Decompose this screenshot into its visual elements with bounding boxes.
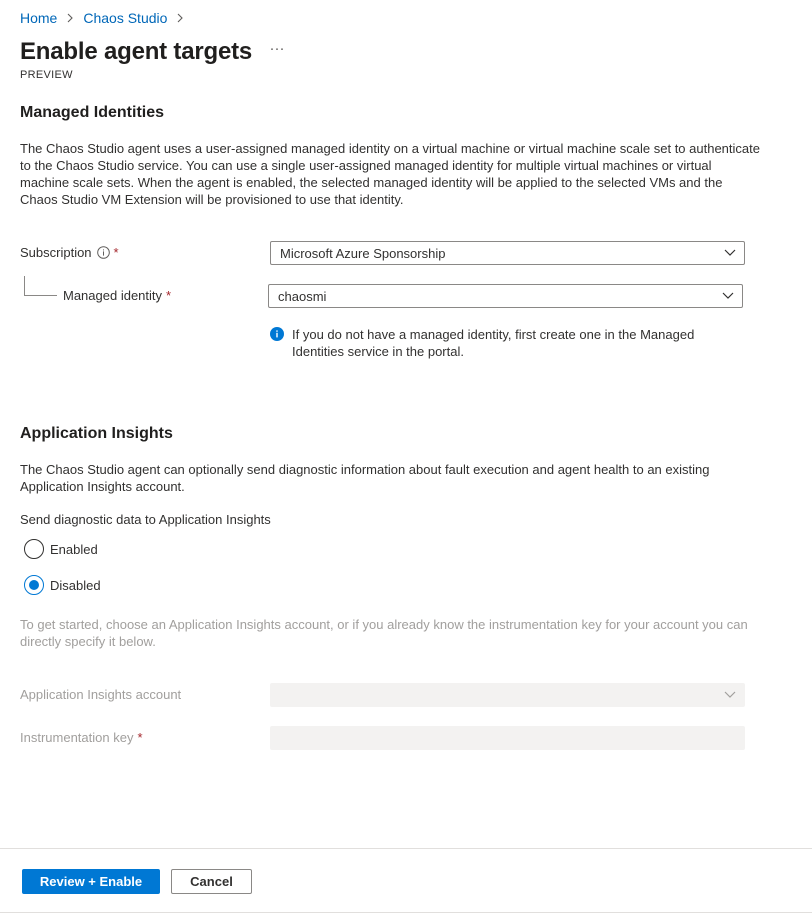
subscription-dropdown[interactable]: [270, 241, 745, 265]
managed-identity-dropdown-value: chaosmi: [278, 288, 327, 304]
required-asterisk: *: [166, 288, 172, 303]
review-enable-button[interactable]: Review + Enable: [22, 869, 160, 894]
page-title: Enable agent targets: [20, 38, 253, 65]
breadcrumb: [20, 10, 193, 26]
radio-disabled[interactable]: [24, 575, 101, 595]
send-diagnostic-label: Send diagnostic data to Application Insights: [20, 512, 271, 527]
chevron-right-icon: [175, 11, 185, 25]
preview-badge: PREVIEW: [20, 69, 73, 81]
info-filled-icon: [270, 327, 284, 341]
instrumentation-key-label-text: Instrumentation key: [20, 730, 134, 745]
application-insights-account-dropdown[interactable]: [270, 683, 745, 707]
managed-identity-dropdown[interactable]: [268, 284, 743, 308]
required-asterisk: *: [137, 730, 143, 745]
chevron-right-icon: [65, 11, 75, 25]
managed-identity-label: [63, 288, 171, 303]
managed-identities-heading: Managed Identities: [20, 104, 165, 121]
cancel-button[interactable]: Cancel: [171, 869, 252, 894]
chevron-down-icon: [721, 290, 735, 302]
application-insights-description: The Chaos Studio agent can optionally send diagnostic information about fault execution and agent health to an existing Application Insights account.: [20, 462, 710, 494]
bottom-divider: [0, 912, 812, 913]
subscription-label: [20, 245, 119, 260]
application-insights-account-label-text: Application Insights account: [20, 687, 182, 702]
breadcrumb-home-link[interactable]: Home: [20, 10, 58, 26]
application-insights-helper-text: To get started, choose an Application Insights account, or if you already know the instrumentation key for your account you can directly specify it below.: [20, 617, 748, 649]
managed-identity-label-text: Managed identity: [63, 288, 163, 303]
chevron-down-icon: [723, 689, 737, 701]
required-asterisk: *: [113, 245, 119, 260]
chevron-down-icon: [723, 247, 737, 259]
more-options-button[interactable]: ···: [269, 40, 285, 57]
application-insights-heading: Application Insights: [20, 425, 173, 442]
managed-identities-description: The Chaos Studio agent uses a user-assigned managed identity on a virtual machine or virtual machine scale set to authenticate to the Chaos Studio service. You can use a single user-assigned managed identity for multiple virtual machines or virtual machine scale sets. When the agent is enabled, the selected managed identity will be applied to the selected VMs and the Chaos Studio VM Extension will be provisioned to use that identity.: [20, 141, 760, 207]
info-icon[interactable]: [97, 246, 110, 259]
radio-circle-selected[interactable]: [24, 575, 44, 595]
radio-enabled-label: Enabled: [50, 541, 98, 557]
subscription-label-text: Subscription: [20, 245, 92, 260]
tree-connector-line: [24, 276, 57, 296]
footer-divider: [0, 848, 812, 849]
breadcrumb-chaos-studio-link[interactable]: Chaos Studio: [83, 10, 168, 26]
application-insights-account-label: [20, 687, 181, 702]
radio-disabled-label: Disabled: [50, 577, 101, 593]
instrumentation-key-input[interactable]: [270, 726, 745, 750]
instrumentation-key-label: [20, 730, 143, 745]
managed-identity-info-message: If you do not have a managed identity, first create one in the Managed Identities service in the portal.: [292, 327, 695, 359]
radio-circle[interactable]: [24, 539, 44, 559]
subscription-dropdown-value: Microsoft Azure Sponsorship: [280, 245, 446, 261]
radio-enabled[interactable]: [24, 539, 98, 559]
